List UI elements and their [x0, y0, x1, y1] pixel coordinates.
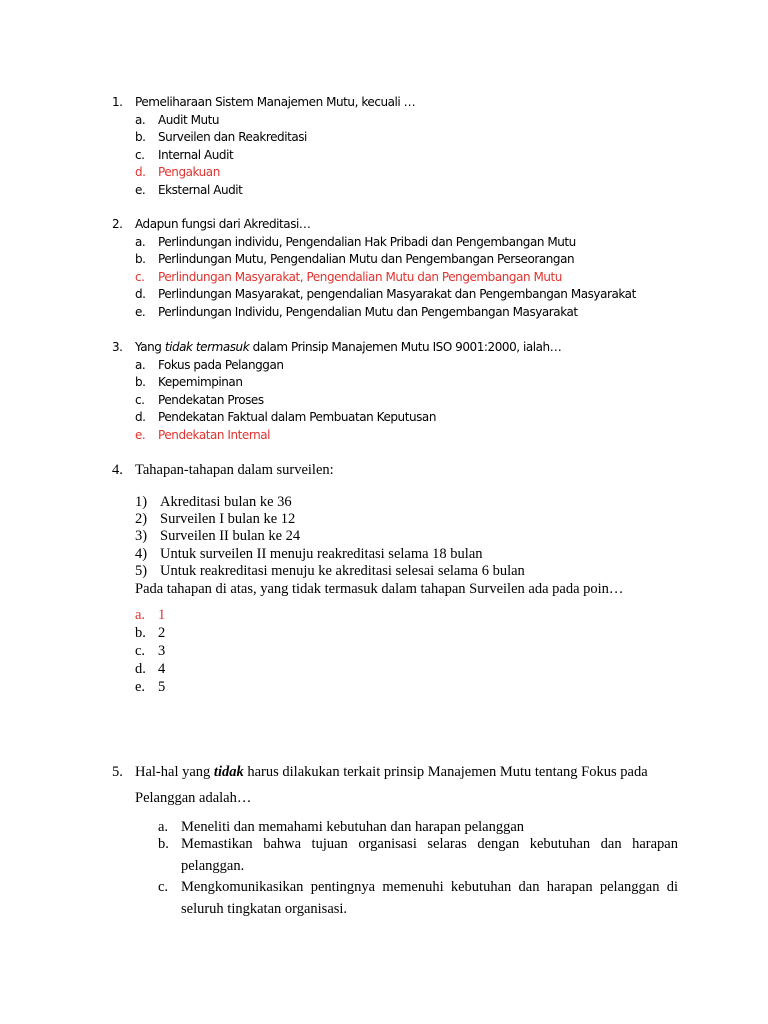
question-3 — [112, 339, 692, 444]
step-text: Untuk surveilen II menuju reakreditasi selama 18 bulan — [160, 545, 483, 562]
option-text: Perlindungan Individu, Pengendalian Mutu dan Pengembangan Masyarakat — [158, 304, 578, 319]
option-letter: c. — [135, 642, 146, 659]
option-letter: e. — [135, 304, 146, 319]
option-d — [112, 660, 692, 678]
options-list — [112, 234, 692, 322]
option-c — [112, 642, 692, 660]
option-c — [112, 147, 692, 165]
option-a — [112, 819, 678, 836]
question-2 — [112, 216, 692, 321]
question-4-substem: Pada tahapan di atas, yang tidak termasuk dalam tahapan Surveilen ada pada poin… — [135, 580, 624, 597]
option-text — [181, 879, 678, 922]
option-d — [112, 286, 692, 304]
question-number: 5. — [112, 764, 123, 780]
option-letter: d. — [135, 165, 146, 179]
option-b — [112, 624, 692, 642]
option-a — [112, 357, 692, 375]
option-letter: a. — [135, 234, 146, 249]
option-text: Pendekatan Faktual dalam Pembuatan Keputusan — [158, 410, 436, 424]
option-letter: b. — [158, 836, 169, 852]
step-text: Surveilen I bulan ke 12 — [160, 511, 296, 528]
options-list — [112, 112, 692, 200]
option-c-answer — [112, 269, 692, 287]
step-label: 4) — [135, 545, 148, 562]
option-text: Perlindungan individu, Pengendalian Hak Pribadi dan Pengembangan Mutu — [158, 234, 576, 249]
option-letter: b. — [135, 130, 146, 144]
option-text: Pengakuan — [158, 165, 220, 179]
step-item — [112, 511, 692, 528]
option-text: Audit Mutu — [158, 112, 220, 127]
question-5 — [112, 759, 678, 922]
option-letter: e. — [135, 678, 146, 695]
option-text: Kepemimpinan — [158, 375, 243, 389]
options-list — [112, 357, 692, 445]
option-text: 5 — [158, 678, 166, 695]
option-a — [112, 112, 692, 130]
option-c — [112, 879, 678, 922]
step-item — [112, 528, 692, 545]
option-letter: b. — [135, 624, 146, 641]
option-text: Perlindungan Masyarakat, pengendalian Masyarakat dan Pengembangan Masyarakat — [158, 287, 636, 301]
option-text-line2: pelanggan. — [181, 858, 245, 874]
option-b — [112, 374, 692, 392]
option-d — [112, 409, 692, 427]
option-e-answer — [112, 427, 692, 445]
option-letter: c. — [135, 147, 145, 162]
option-letter: c. — [135, 392, 145, 407]
option-letter: a. — [158, 819, 169, 835]
step-text: Untuk reakreditasi menuju ke akreditasi selesai selama 6 bulan — [160, 562, 525, 579]
question-2-stem — [112, 216, 692, 234]
option-letter: d. — [135, 410, 146, 424]
question-1 — [112, 94, 692, 199]
question-text-emphasis: tidak — [213, 764, 244, 780]
option-text: Pendekatan Proses — [158, 392, 264, 407]
option-text: Perlindungan Mutu, Pengendalian Mutu dan Pengembangan Perseorangan — [158, 252, 575, 266]
question-text-suffix: harus dilakukan terkait prinsip Manajemen Mutu tentang Fokus pada — [247, 764, 648, 780]
option-letter: d. — [135, 660, 146, 677]
option-letter: a. — [135, 357, 146, 372]
option-text: Pendekatan Internal — [158, 427, 271, 442]
question-4 — [112, 461, 692, 696]
option-text: 1 — [158, 606, 166, 623]
option-e — [112, 678, 692, 696]
option-text: Fokus pada Pelanggan — [158, 357, 284, 372]
option-letter: d. — [135, 287, 146, 301]
question-4-stem — [112, 461, 692, 479]
option-letter: e. — [135, 182, 146, 197]
question-text — [135, 759, 678, 785]
question-5-stem — [112, 759, 678, 785]
option-letter: a. — [135, 606, 146, 623]
option-b — [112, 836, 678, 879]
option-text: Surveilen dan Reakreditasi — [158, 130, 307, 144]
option-letter: e. — [135, 427, 146, 442]
option-b — [112, 251, 692, 269]
option-letter: c. — [158, 879, 169, 895]
step-item — [112, 494, 692, 511]
step-label: 2) — [135, 511, 148, 528]
option-text-line1: Mengkomunikasikan pentingnya memenuhi kebutuhan dan harapan pelanggan di — [181, 879, 678, 895]
step-label: 5) — [135, 562, 148, 579]
question-text — [135, 339, 561, 357]
option-e — [112, 304, 692, 322]
question-3-stem — [112, 339, 692, 357]
option-letter: b. — [135, 375, 146, 389]
option-text: 3 — [158, 642, 166, 659]
option-a-answer — [112, 606, 692, 624]
step-item — [112, 546, 692, 563]
step-text: Akreditasi bulan ke 36 — [160, 494, 292, 510]
option-text-line1: Meneliti dan memahami kebutuhan dan harapan pelanggan — [181, 819, 525, 835]
option-e — [112, 182, 692, 200]
option-letter: b. — [135, 252, 146, 266]
options-list — [112, 606, 692, 696]
question-1-stem — [112, 94, 692, 112]
option-text — [181, 819, 678, 836]
option-text: Perlindungan Masyarakat, Pengendalian Mutu dan Pengembangan Mutu — [158, 269, 562, 284]
option-text: 4 — [158, 660, 166, 677]
step-item — [112, 563, 692, 580]
question-number: 3. — [112, 340, 123, 354]
option-c — [112, 392, 692, 410]
option-a — [112, 234, 692, 252]
question-text-continued: Pelanggan adalah… — [135, 790, 252, 806]
steps-list — [112, 494, 692, 580]
question-text: Pemeliharaan Sistem Manajemen Mutu, kecuali … — [135, 95, 416, 109]
step-label: 1) — [135, 494, 148, 510]
option-text-line1: Memastikan bahwa tujuan organisasi selaras dengan kebutuhan dan harapan — [181, 836, 678, 852]
question-number: 1. — [112, 95, 123, 109]
option-text-line2: seluruh tingkatan organisasi. — [181, 901, 348, 917]
option-text — [181, 836, 678, 879]
question-text-prefix: Yang — [135, 340, 162, 354]
question-text: Tahapan-tahapan dalam surveilen: — [135, 462, 334, 478]
question-number: 2. — [112, 217, 123, 231]
option-d-answer — [112, 164, 692, 182]
step-text: Surveilen II bulan ke 24 — [160, 528, 301, 545]
question-number: 4. — [112, 462, 123, 478]
question-text-suffix: dalam Prinsip Manajemen Mutu ISO 9001:2000, ialah… — [252, 340, 562, 354]
question-text: Adapun fungsi dari Akreditasi… — [135, 217, 311, 231]
option-text: Eksternal Audit — [158, 182, 243, 197]
options-list — [112, 819, 678, 922]
option-b — [112, 129, 692, 147]
option-text: Internal Audit — [158, 147, 234, 162]
question-text-prefix: Hal-hal yang — [135, 764, 211, 780]
option-letter: a. — [135, 112, 146, 127]
option-letter: c. — [135, 269, 145, 284]
question-text-italic: tidak termasuk — [164, 340, 250, 354]
option-text: 2 — [158, 624, 166, 641]
step-label: 3) — [135, 528, 148, 545]
